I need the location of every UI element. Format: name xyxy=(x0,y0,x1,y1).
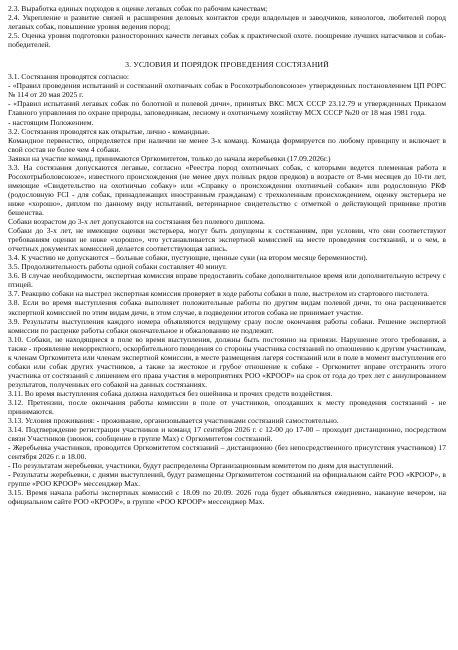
paragraph-3-7: 3.7. Реакцию собаки на выстрел экспертная комиссия проверяет в ходе работы собаки в поле, выстрелом из стартового пистолета. xyxy=(8,289,430,299)
paragraph-3-5: 3.5. Продолжительность работы одной собаки составляет 40 минут. xyxy=(8,262,227,272)
paragraph-2-5: 2.5. Оценка уровня подготовки разносторонних качеств легавых собак к практической охоте. поощрение лучших натасчиков и собак-победителей. xyxy=(8,31,446,50)
paragraph-2-3: 2.3. Выработка единых подходов к оценке легавых собак по рабочим качествам; xyxy=(8,4,268,13)
paragraph-3-2: 3.2. Состязания проводятся как открытые, лично - командные. xyxy=(8,126,210,136)
list-item-draw: - Жеребьевка участников, проводится Оргкомитетом состязаний – дистанционно (без непосредственного присутствия участников) 17 сентября 2026 г. в 18.00. xyxy=(8,443,446,462)
list-item-rules-trials: - «Правил испытаний легавых собак по болотной и полевой дичи», принятых ВКС МСХ СССР 23.12.79 и утвержденных Приказом Главного управления по охране природы, заповедникам, лесному и охотничьему хозяйству МСХ СССР №20 от 18 мая 1981 года. xyxy=(8,99,446,118)
paragraph-2-4: 2.4. Укрепление и развитие связей и расширения деловых контактов среди владельцев и заводчиков, кинологов, любителей пород легавых собак, повышение уровня ведения пород; xyxy=(8,13,446,32)
paragraph-3-4: 3.4. К участию не допускаются – больные собаки, пустующие, щенные суки (на втором месяце беременности). xyxy=(8,253,368,263)
paragraph-3-10: 3.10. Собаки, не находящиеся в поле во время выступления, должны быть постоянно на привязи. Нарушение этого требования, а также - проявление некорректного, оскорбительного поведения со стороны участника состязаний по отношению к другим участникам, к членам Оргкомитета или членам экспертной комиссии, в месте размещения лагеря состязаний или в поле в момент выступления его собаки или собак других участников, а также за жестокое и грубое отношение к собаке - Оргкомитет вправе отстранить этого участника от состязаний с лишением его права участия в мероприятиях РОО «КРООР» на срок от года до трех лет с аннулированием результатов, полученных его собакой на данных состязаниях. xyxy=(8,334,446,389)
paragraph-3-9: 3.9. Результаты выступления каждого номера объявляются ведущему сразу после окончания работы собаки. Решение экспертной комиссии по расценке работы собаки окончательное и обжалованию не подлежит. xyxy=(8,316,446,335)
paragraph-3-8: 3.8. Если во время выступления собака выполняет положительные работы по другим видам полевой дичи, то она расценивается экспертной комиссией по этим видам дичи, в этом случае, в подведении итогов собака не принимает участие. xyxy=(8,298,446,317)
paragraph-3-6: 3.6. В случае необходимости, экспертная комиссия вправе предоставить собаке дополнительное время или дополнительную встречу с птицей. xyxy=(8,271,446,290)
paragraph-3-1: 3.1. Состязания проводятся согласно: xyxy=(8,72,130,82)
paragraph-3-15: 3.15. Время начала работы экспертных комиссий с 18.09 по 20.09. 2026 года будет объявляться ежедневно, накануне вечером, на официальном сайте РОО «КРООР», в группе «РОО КРООР» мессенджер Max. xyxy=(8,488,446,507)
paragraph-no-exterior: Собаки до 3-х лет, не имеющие оценки экстерьера, могут быть допущены к состязаниям, при условии, что они соответствуют требованиям оценки не ниже «хорошо», что устанавливается экспертной комиссией на месте проведения состязаний, и о чем, в отчетных документах комиссией делается соответствующая запись. xyxy=(8,226,446,254)
list-item-regulation: - настоящим Положением. xyxy=(8,117,94,127)
paragraph-team-applications: Заявки на участие команд, принимаются Оргкомитетом, только до начала жеребьевки (17.09.2026г.) xyxy=(8,153,331,163)
list-item-rules-rors: - «Правил проведения испытаний и состязаний охотничьих собак в Росохотрыболовсоюзе» утвержденных постановлением ЦП РОРС № 114 от 20 мая 2025 г. xyxy=(8,81,446,100)
paragraph-3-14: 3.14. Подтверждение регистрации участников и команд 17 сентября 2026 г. с 12-00 до 17-00 – проходит дистанционно, посредством связи Участников (звонок, сообщение в группе Max) с Оргкомитетом состязаний. xyxy=(8,425,446,444)
paragraph-team-championship: Командное первенство, определяется при наличии не менее 3-х команд. Команда формируется по любому принципу и включает в свой состав не более чем 4 собаки. xyxy=(8,135,446,154)
list-item-draw-results: - По результатам жеребьевки, участники, будут распределены Организационным комитетом по дням для выступлений. xyxy=(8,461,394,471)
paragraph-3-11: 3.11. Во время выступления собака должна находиться без ошейника и прочих средств воздействия. xyxy=(8,388,333,398)
section-spacer xyxy=(8,49,446,58)
paragraph-3-12: 3.12. Претензии, после окончания работы комиссии в поле от участников, опоздавших к месту проведения состязаний - не принимаются. xyxy=(8,397,446,417)
paragraph-young-dogs: Собаки возрастом до 3-х лет допускаются на состязания без полевого диплома. xyxy=(8,217,265,227)
paragraph-3-13: 3.13. Условия проживания: - проживание, организовывается участниками состязаний самостоятельно. xyxy=(8,416,339,426)
list-item-results-publication: - Результаты жеребьевки, с днями выступлений, будут размещены Оргкомитетом состязаний на официальном сайте РОО «КРООР», в группе «РОО КРООР» мессенджер Max. xyxy=(8,470,446,489)
paragraph-3-3: 3.3. На состязания допускаются легавые, согласно «Реестра пород охотничьих собак, с которыми ведется племенная работа в Росохотрыболовсоюзе», известного происхождения (не менее двух полных рядов предков) в возрасте от 8-ми месяцев до 10-ти лет, имеющие «Свидетельство на охотничью собаку» или «Справку о происхождении охотничьей собаки» или родословную РКФ (родословную FCI - для собак, принадлежащих иностранным гражданам) с трехколенным происхождением, оценку экстерьера не ниже «хорошо», диплом по данному виду испытаний, ветеринарное свидетельство с отметкой о действующей прививке против бешенства. xyxy=(8,162,446,217)
section-title: 3. УСЛОВИЯ И ПОРЯДОК ПРОВЕДЕНИЯ СОСТЯЗАНИЙ xyxy=(125,60,329,70)
